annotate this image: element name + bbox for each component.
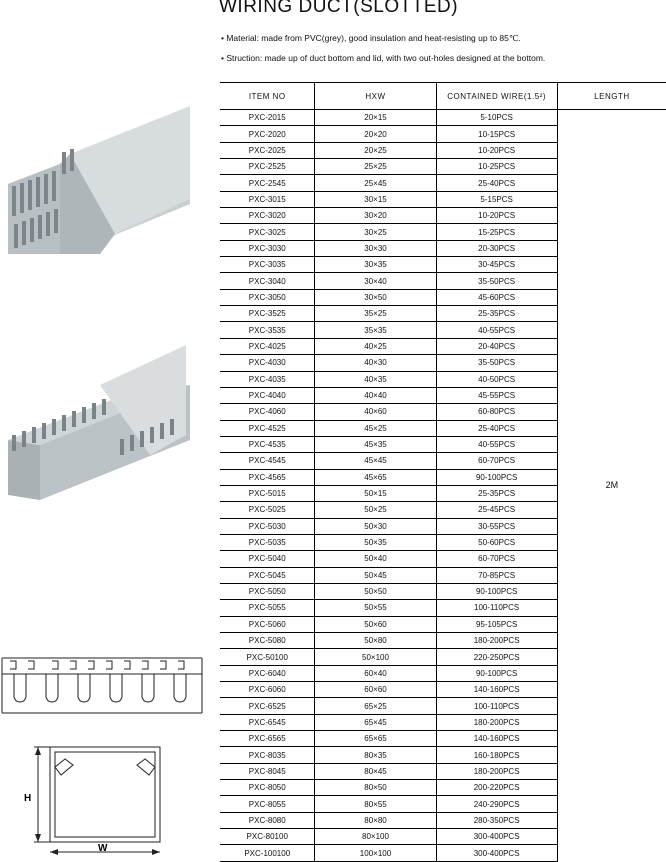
contained-wire-cell: 180-200PCS [436,714,557,730]
contained-wire-cell: 220-250PCS [436,649,557,665]
hxw-cell: 50×55 [315,600,436,616]
hxw-cell: 20×25 [315,142,436,158]
contained-wire-cell: 90-100PCS [436,469,557,485]
item-no-cell: PXC-8055 [220,796,315,812]
item-no-cell: PXC-6060 [220,682,315,698]
item-no-cell: PXC-5025 [220,502,315,518]
contained-wire-cell: 30-45PCS [436,257,557,273]
hxw-cell: 40×40 [315,387,436,403]
item-no-cell: PXC-5015 [220,485,315,501]
hxw-cell: 30×40 [315,273,436,289]
item-no-cell: PXC-2545 [220,175,315,191]
contained-wire-cell: 50-60PCS [436,534,557,550]
item-no-cell: PXC-6565 [220,731,315,747]
contained-wire-cell: 20-40PCS [436,338,557,354]
structure-note: • Struction: made up of duct bottom and lid, with two out-holes designed at the bottom. [221,53,546,63]
item-no-cell: PXC-50100 [220,649,315,665]
item-no-cell: PXC-5055 [220,600,315,616]
hxw-cell: 35×35 [315,322,436,338]
hxw-cell: 50×15 [315,485,436,501]
contained-wire-cell: 160-180PCS [436,747,557,763]
hxw-cell: 60×60 [315,682,436,698]
hxw-cell: 80×55 [315,796,436,812]
contained-wire-cell: 60-80PCS [436,404,557,420]
material-note: • Material: made from PVC(grey), good insulation and heat-resisting up to 85℃. [221,33,521,43]
contained-wire-cell: 25-35PCS [436,485,557,501]
table-row [220,110,666,126]
item-no-cell: PXC-3020 [220,208,315,224]
hxw-cell: 50×45 [315,567,436,583]
header-item-no: ITEM NO [220,83,315,110]
header-hxw: HXW [315,83,436,110]
hxw-cell: 25×25 [315,159,436,175]
item-no-cell: PXC-6545 [220,714,315,730]
contained-wire-cell: 90-100PCS [436,583,557,599]
item-no-cell: PXC-3015 [220,191,315,207]
contained-wire-cell: 15-25PCS [436,224,557,240]
hxw-cell: 50×50 [315,583,436,599]
item-no-cell: PXC-3035 [220,257,315,273]
hxw-cell: 100×100 [315,845,436,861]
header-length: LENGTH [557,83,666,110]
contained-wire-cell: 300-400PCS [436,829,557,845]
hxw-cell: 20×20 [315,126,436,142]
hxw-cell: 50×60 [315,616,436,632]
item-no-cell: PXC-4060 [220,404,315,420]
contained-wire-cell: 10-15PCS [436,126,557,142]
item-no-cell: PXC-4040 [220,387,315,403]
hxw-cell: 80×45 [315,763,436,779]
width-label: W [98,843,108,854]
contained-wire-cell: 300-400PCS [436,845,557,861]
hxw-cell: 65×65 [315,731,436,747]
hxw-cell: 60×40 [315,665,436,681]
header-contained-wire: CONTAINED WIRE(1.5²) [436,83,557,110]
contained-wire-cell: 5-15PCS [436,191,557,207]
item-no-cell: PXC-2025 [220,142,315,158]
item-no-cell: PXC-4545 [220,453,315,469]
height-label: H [24,793,32,804]
item-no-cell: PXC-4525 [220,420,315,436]
hxw-cell: 30×30 [315,240,436,256]
hxw-cell: 20×15 [315,110,436,126]
hxw-cell: 80×100 [315,829,436,845]
spec-table [220,82,666,862]
contained-wire-cell: 25-35PCS [436,306,557,322]
item-no-cell: PXC-3050 [220,289,315,305]
table-header-row [220,83,666,110]
contained-wire-cell: 35-50PCS [436,355,557,371]
contained-wire-cell: 25-40PCS [436,175,557,191]
contained-wire-cell: 180-200PCS [436,633,557,649]
item-no-cell: PXC-3525 [220,306,315,322]
item-no-cell: PXC-5080 [220,633,315,649]
hxw-cell: 80×35 [315,747,436,763]
item-no-cell: PXC-2020 [220,126,315,142]
item-no-cell: PXC-5045 [220,567,315,583]
length-cell: 2M [557,110,666,862]
item-no-cell: PXC-3040 [220,273,315,289]
hxw-cell: 50×100 [315,649,436,665]
contained-wire-cell: 30-55PCS [436,518,557,534]
item-no-cell: PXC-80100 [220,829,315,845]
hxw-cell: 80×50 [315,780,436,796]
contained-wire-cell: 25-45PCS [436,502,557,518]
hxw-cell: 65×45 [315,714,436,730]
hxw-cell: 50×25 [315,502,436,518]
hxw-cell: 45×25 [315,420,436,436]
contained-wire-cell: 95-105PCS [436,616,557,632]
item-no-cell: PXC-6525 [220,698,315,714]
contained-wire-cell: 240-290PCS [436,796,557,812]
cross-section-diagram [0,735,205,859]
item-no-cell: PXC-4025 [220,338,315,354]
hxw-cell: 30×50 [315,289,436,305]
hxw-cell: 35×25 [315,306,436,322]
item-no-cell: PXC-5060 [220,616,315,632]
hxw-cell: 45×35 [315,436,436,452]
hxw-cell: 40×35 [315,371,436,387]
item-no-cell: PXC-4035 [220,371,315,387]
item-no-cell: PXC-100100 [220,845,315,861]
contained-wire-cell: 60-70PCS [436,453,557,469]
item-no-cell: PXC-5040 [220,551,315,567]
contained-wire-cell: 140-160PCS [436,731,557,747]
hxw-cell: 30×20 [315,208,436,224]
contained-wire-cell: 10-20PCS [436,142,557,158]
item-no-cell: PXC-3025 [220,224,315,240]
contained-wire-cell: 5-10PCS [436,110,557,126]
contained-wire-cell: 10-25PCS [436,159,557,175]
hxw-cell: 40×60 [315,404,436,420]
slotted-duct-photo-top [0,104,200,254]
hxw-cell: 50×80 [315,633,436,649]
contained-wire-cell: 100-110PCS [436,600,557,616]
contained-wire-cell: 35-50PCS [436,273,557,289]
item-no-cell: PXC-4535 [220,436,315,452]
contained-wire-cell: 45-60PCS [436,289,557,305]
hxw-cell: 30×35 [315,257,436,273]
hxw-cell: 30×15 [315,191,436,207]
contained-wire-cell: 90-100PCS [436,665,557,681]
hxw-cell: 45×65 [315,469,436,485]
contained-wire-cell: 140-160PCS [436,682,557,698]
item-no-cell: PXC-8050 [220,780,315,796]
contained-wire-cell: 100-110PCS [436,698,557,714]
slotted-duct-photo-middle [0,345,200,505]
item-no-cell: PXC-5030 [220,518,315,534]
contained-wire-cell: 70-85PCS [436,567,557,583]
item-no-cell: PXC-5050 [220,583,315,599]
item-no-cell: PXC-4565 [220,469,315,485]
item-no-cell: PXC-4030 [220,355,315,371]
item-no-cell: PXC-5035 [220,534,315,550]
contained-wire-cell: 20-30PCS [436,240,557,256]
item-no-cell: PXC-2525 [220,159,315,175]
contained-wire-cell: 25-40PCS [436,420,557,436]
hxw-cell: 50×40 [315,551,436,567]
side-view-diagram [0,655,205,720]
contained-wire-cell: 40-55PCS [436,436,557,452]
contained-wire-cell: 60-70PCS [436,551,557,567]
contained-wire-cell: 40-55PCS [436,322,557,338]
item-no-cell: PXC-8045 [220,763,315,779]
contained-wire-cell: 180-200PCS [436,763,557,779]
item-no-cell: PXC-8080 [220,812,315,828]
contained-wire-cell: 200-220PCS [436,780,557,796]
hxw-cell: 30×25 [315,224,436,240]
hxw-cell: 50×35 [315,534,436,550]
hxw-cell: 50×30 [315,518,436,534]
page-title: WIRING DUCT(SLOTTED) [219,0,459,17]
contained-wire-cell: 10-20PCS [436,208,557,224]
item-no-cell: PXC-3535 [220,322,315,338]
hxw-cell: 40×30 [315,355,436,371]
item-no-cell: PXC-6040 [220,665,315,681]
hxw-cell: 40×25 [315,338,436,354]
contained-wire-cell: 40-50PCS [436,371,557,387]
item-no-cell: PXC-3030 [220,240,315,256]
hxw-cell: 45×45 [315,453,436,469]
hxw-cell: 80×80 [315,812,436,828]
contained-wire-cell: 45-55PCS [436,387,557,403]
item-no-cell: PXC-2015 [220,110,315,126]
hxw-cell: 65×25 [315,698,436,714]
hxw-cell: 25×45 [315,175,436,191]
item-no-cell: PXC-8035 [220,747,315,763]
contained-wire-cell: 280-350PCS [436,812,557,828]
